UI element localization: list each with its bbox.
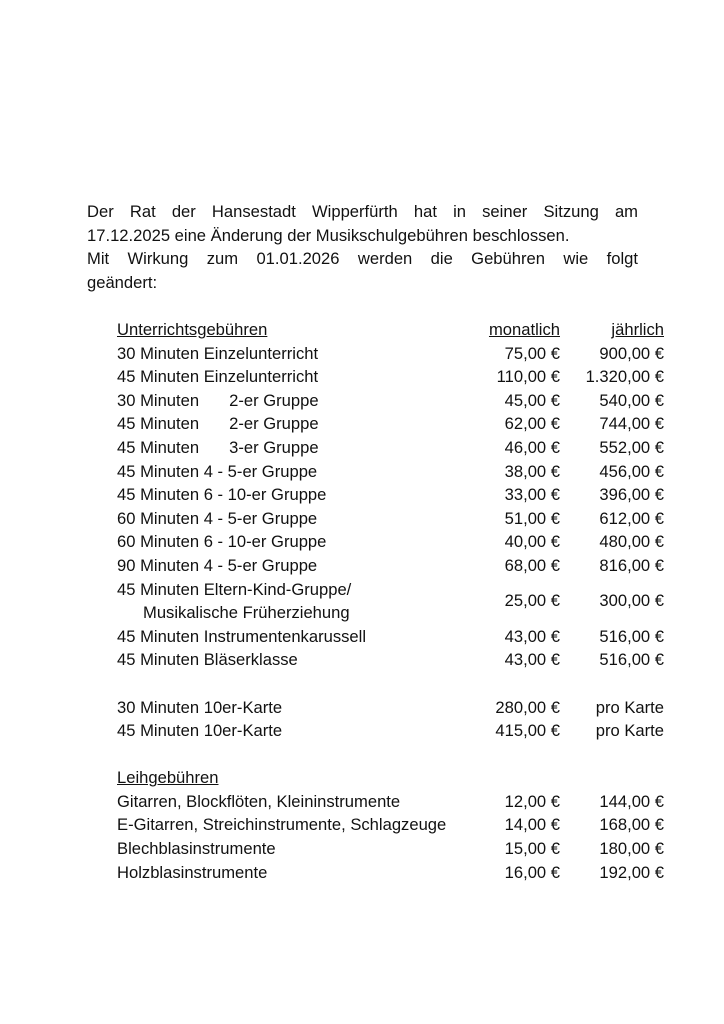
row-label-duration: 45 Minuten <box>117 437 200 457</box>
row-monthly: 38,00 € <box>504 461 560 481</box>
row-unit: pro Karte <box>595 697 664 717</box>
row-yearly: 192,00 € <box>599 862 664 882</box>
row-label <box>117 389 319 413</box>
row-yearly: 144,00 € <box>599 791 664 811</box>
row-monthly: 43,00 € <box>504 650 560 670</box>
intro-paragraph <box>87 200 638 294</box>
row-yearly: 516,00 € <box>599 650 664 670</box>
row-yearly: 540,00 € <box>599 390 664 410</box>
table-row <box>117 412 667 436</box>
fee-table <box>117 318 667 884</box>
table-row <box>117 719 667 743</box>
column-header-yearly: jährlich <box>611 320 664 339</box>
table-row <box>117 648 667 672</box>
row-monthly: 16,00 € <box>504 862 560 882</box>
row-monthly: 68,00 € <box>504 555 560 575</box>
table-row <box>117 861 667 885</box>
row-label: Holzblasinstrumente <box>117 862 268 882</box>
table-row <box>117 530 667 554</box>
table-row <box>117 389 667 413</box>
table-row <box>117 436 667 460</box>
section-heading-leih: Leihgebühren <box>117 768 219 788</box>
row-label: E-Gitarren, Streichinstrumente, Schlagzeuge <box>117 815 447 835</box>
row-label: 45 Minuten 10er-Karte <box>117 721 283 741</box>
row-monthly: 14,00 € <box>504 815 560 835</box>
table-row <box>117 790 667 814</box>
table-header-row <box>117 318 667 342</box>
spacer <box>117 743 667 767</box>
row-yearly: 396,00 € <box>599 485 664 505</box>
row-yearly: 168,00 € <box>599 815 664 835</box>
row-label: 45 Minuten Bläserklasse <box>117 650 298 670</box>
row-label <box>117 578 351 625</box>
row-label-duration: 30 Minuten <box>117 390 200 410</box>
row-yearly: 1.320,00 € <box>585 367 664 387</box>
table-row <box>117 696 667 720</box>
row-monthly: 33,00 € <box>504 485 560 505</box>
row-label <box>117 412 319 436</box>
row-monthly: 46,00 € <box>504 437 560 457</box>
table-row <box>117 507 667 531</box>
table-row <box>117 813 667 837</box>
table-row <box>117 460 667 484</box>
row-label: Gitarren, Blockflöten, Kleininstrumente <box>117 791 401 811</box>
row-monthly: 45,00 € <box>504 390 560 410</box>
row-unit: pro Karte <box>595 721 664 741</box>
table-row <box>117 625 667 649</box>
row-monthly: 43,00 € <box>504 626 560 646</box>
row-label: 45 Minuten 6 - 10-er Gruppe <box>117 485 327 505</box>
table-row <box>117 365 667 389</box>
row-label: 60 Minuten 6 - 10-er Gruppe <box>117 532 327 552</box>
column-header-monthly: monatlich <box>488 320 560 339</box>
row-monthly: 12,00 € <box>504 791 560 811</box>
table-row <box>117 578 667 625</box>
row-label-line-1: 45 Minuten Eltern-Kind-Gruppe/ <box>117 579 352 599</box>
row-label-group: 3-er Gruppe <box>229 437 319 457</box>
row-yearly: 552,00 € <box>599 437 664 457</box>
spacer <box>117 672 667 696</box>
row-monthly: 51,00 € <box>504 508 560 528</box>
row-monthly: 75,00 € <box>504 343 560 363</box>
row-label: 45 Minuten Einzelunterricht <box>117 367 319 387</box>
table-row <box>117 837 667 861</box>
row-yearly: 900,00 € <box>599 343 664 363</box>
row-price: 280,00 € <box>495 697 560 717</box>
row-monthly: 62,00 € <box>504 414 560 434</box>
row-yearly: 480,00 € <box>599 532 664 552</box>
intro-line: Der Rat der Hansestadt Wipperfürth hat in seiner Sitzung am <box>87 202 638 221</box>
row-monthly: 40,00 € <box>504 532 560 552</box>
row-label: 90 Minuten 4 - 5-er Gruppe <box>117 555 318 575</box>
row-yearly: 816,00 € <box>599 555 664 575</box>
row-label-line-2: Musikalische Früherziehung <box>143 603 350 623</box>
row-yearly: 300,00 € <box>599 591 664 611</box>
table-row <box>117 342 667 366</box>
row-label: 45 Minuten 4 - 5-er Gruppe <box>117 461 318 481</box>
row-monthly: 15,00 € <box>504 839 560 859</box>
table-row <box>117 554 667 578</box>
row-label: 30 Minuten Einzelunterricht <box>117 343 319 363</box>
row-price: 415,00 € <box>495 721 560 741</box>
row-label-group: 2-er Gruppe <box>229 390 319 410</box>
section-heading-unterricht: Unterrichtsgebühren <box>117 320 268 339</box>
intro-line: 17.12.2025 eine Änderung der Musikschulgebühren beschlossen. <box>87 225 570 245</box>
row-monthly: 110,00 € <box>496 367 560 387</box>
row-yearly: 516,00 € <box>599 626 664 646</box>
row-label-group: 2-er Gruppe <box>229 414 319 434</box>
row-yearly: 744,00 € <box>599 414 664 434</box>
row-label: 30 Minuten 10er-Karte <box>117 697 283 717</box>
row-label: 45 Minuten Instrumentenkarussell <box>117 626 367 646</box>
row-yearly: 180,00 € <box>599 839 664 859</box>
table-row <box>117 483 667 507</box>
row-label <box>117 436 319 460</box>
row-yearly: 612,00 € <box>599 508 664 528</box>
intro-line: Mit Wirkung zum 01.01.2026 werden die Gebühren wie folgt <box>87 249 638 268</box>
row-label-duration: 45 Minuten <box>117 414 200 434</box>
intro-line: geändert: <box>87 272 158 292</box>
row-label: Blechblasinstrumente <box>117 839 276 859</box>
row-monthly: 25,00 € <box>504 591 560 611</box>
row-label: 60 Minuten 4 - 5-er Gruppe <box>117 508 318 528</box>
section-header-row <box>117 766 667 790</box>
row-yearly: 456,00 € <box>599 461 664 481</box>
